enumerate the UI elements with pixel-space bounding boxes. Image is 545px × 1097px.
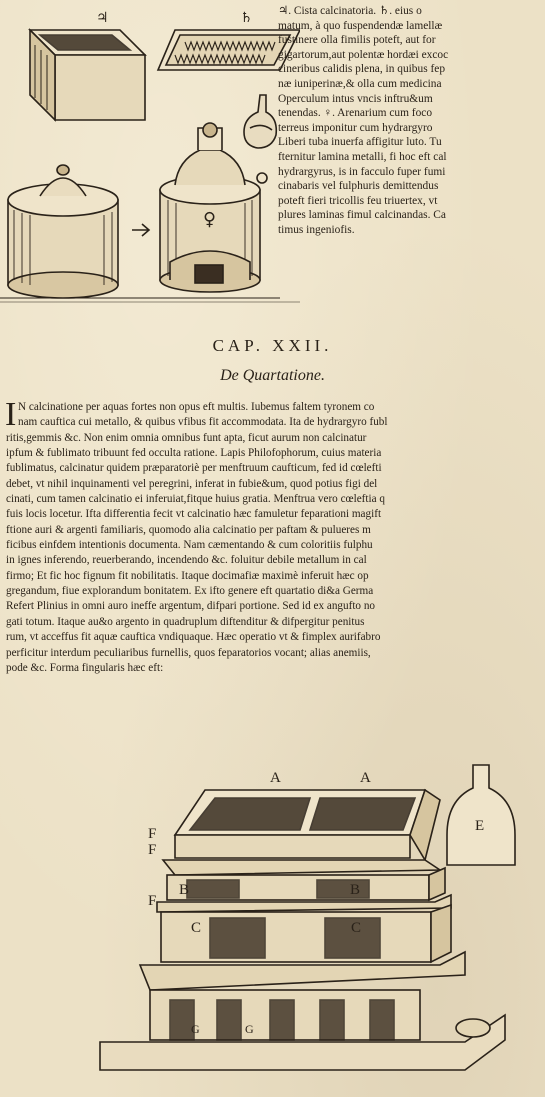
label-g-right: G (245, 1022, 254, 1036)
text-line: cineribus calidis plena, in quibus fep (278, 63, 446, 76)
label-f-low: F (148, 893, 157, 909)
label-f-mid: F (148, 842, 157, 858)
text-line: rum, vt acceffus fit aquæ cauftica vndiquaque. Hæc operatio vt & fimplex aurifabro (6, 631, 381, 644)
text-line: debet, vt nihil inquinamenti vel peregrini, inferat in fubie&um, quod potius figi del (6, 477, 378, 490)
calcination-apparatus-woodcut (0, 0, 300, 305)
chapter-body (5, 396, 545, 676)
label-c-right: C (351, 920, 362, 936)
label-g-left: G (191, 1022, 200, 1036)
text-line: gati totum. Itaque au&o argento in quadruplum diftenditur & difpergitur penitus (6, 615, 365, 628)
venus-symbol: ♀ (203, 209, 217, 230)
label-f-top: F (148, 826, 157, 842)
text-line: poteft fieri tricollis feu triuertex, vt (278, 194, 438, 207)
text-line: Operculum intus vncis inftru&um (278, 92, 433, 105)
label-e: E (475, 818, 485, 834)
text-line: N calcinatione per aquas fortes non opus eft multis. Iubemus faltem tyronem co (18, 401, 375, 413)
drop-cap: I (5, 396, 17, 433)
text-line: ♃. Cista calcinatoria. ♄. eius o (278, 5, 422, 17)
text-line: firmo; Et fic hoc fignum fit nobilitatis. Itaque docimafiæ maximè inferuit hæc op (6, 569, 369, 582)
text-line: gigartorum,aut polentæ hordæi excoc (278, 48, 449, 61)
text-line: pode &c. Forma fingularis hæc eft: (6, 661, 164, 674)
text-line: Liberi tuba inuerfa affigitur luto. Tu (278, 136, 442, 149)
calcination-description (278, 4, 545, 238)
text-line: in ignes inferendo, reuerberando, incendendo &c. foluitur debile metallum in cal (6, 554, 367, 567)
text-line: hydrargyrus, is in facculo fuper fumi (278, 165, 446, 178)
text-line: fternitur lamina metalli, fi hoc eft cal (278, 150, 447, 163)
text-line: matum, à quo fuspendendæ lamellæ (278, 19, 443, 32)
text-line: perficitur interdum peculiaribus furnellis, quos feparatorios vocant; alias anemiis, (6, 646, 371, 659)
text-line: fublimatus, calcinatur quidem præparatoriè per menftruum caufticum, fed id cœlefti (6, 462, 382, 475)
text-line: cinati, cum tamen calcinatio ei inferuiat,fitque huius gratia. Menftrua vero cœleftia q (6, 493, 385, 506)
label-a-right: A (360, 770, 371, 786)
label-b-right: B (350, 882, 361, 898)
text-line: ficibus einfdem intentionis documenta. Nam cæmentando & cum coloritiis fulphu (6, 539, 373, 552)
text-line: plures laminas fimul calcinandas. Ca (278, 209, 446, 222)
text-line: ipfum & fublimato tribuunt fed occulta ratione. Lapis Philofophorum, cuius materia (6, 447, 382, 460)
label-c-left: C (191, 920, 202, 936)
text-line: næ iuniperinæ,& olla cum medicina (278, 77, 442, 90)
text-line: Refert Plinius in omni auro ineffe argentum, difpari portione. Sed id ex angufto no (6, 600, 376, 613)
chapter-number: CAP. XXII. (212, 336, 333, 355)
text-line: ritis,gemmis &c. Non enim omnia omnibus funt apta, ficut aurum non calcinatur (6, 431, 367, 444)
separatory-furnace-woodcut (95, 760, 545, 1090)
text-line: gregandum, fiue explorandum bonitatem. Ex ifto genere eft quartatio di&a Germa (6, 585, 374, 598)
text-line: fustinere olla fimilis poteft, aut for (278, 34, 436, 47)
saturn-symbol: ♄ (240, 10, 253, 26)
text-line: timus ingeniofis. (278, 223, 355, 236)
jupiter-symbol: ♃ (96, 10, 109, 26)
text-line: tenendas. ♀. Arenarium cum foco (278, 107, 433, 120)
text-line: cinabaris vel fulphuris demittendus (278, 180, 439, 193)
text-line: fuis locis locetur. Ifta differentia fecit vt calcinatio hæc famuletur feparationi magift (6, 508, 382, 521)
text-line: nam cauftica cui metallo, & quibus vfibus fit accommodata. Ita de hydrargyro fubl (18, 416, 388, 429)
text-line: terreus imponitur cum hydrargyro (278, 121, 433, 134)
label-b-left: B (179, 882, 190, 898)
text-line: ftione auri & argenti familiaris, quomodo alia calcinatio per paftam & pulueres m (6, 523, 371, 536)
chapter-title: De Quartatione. (220, 367, 325, 384)
label-a-left: A (270, 770, 281, 786)
